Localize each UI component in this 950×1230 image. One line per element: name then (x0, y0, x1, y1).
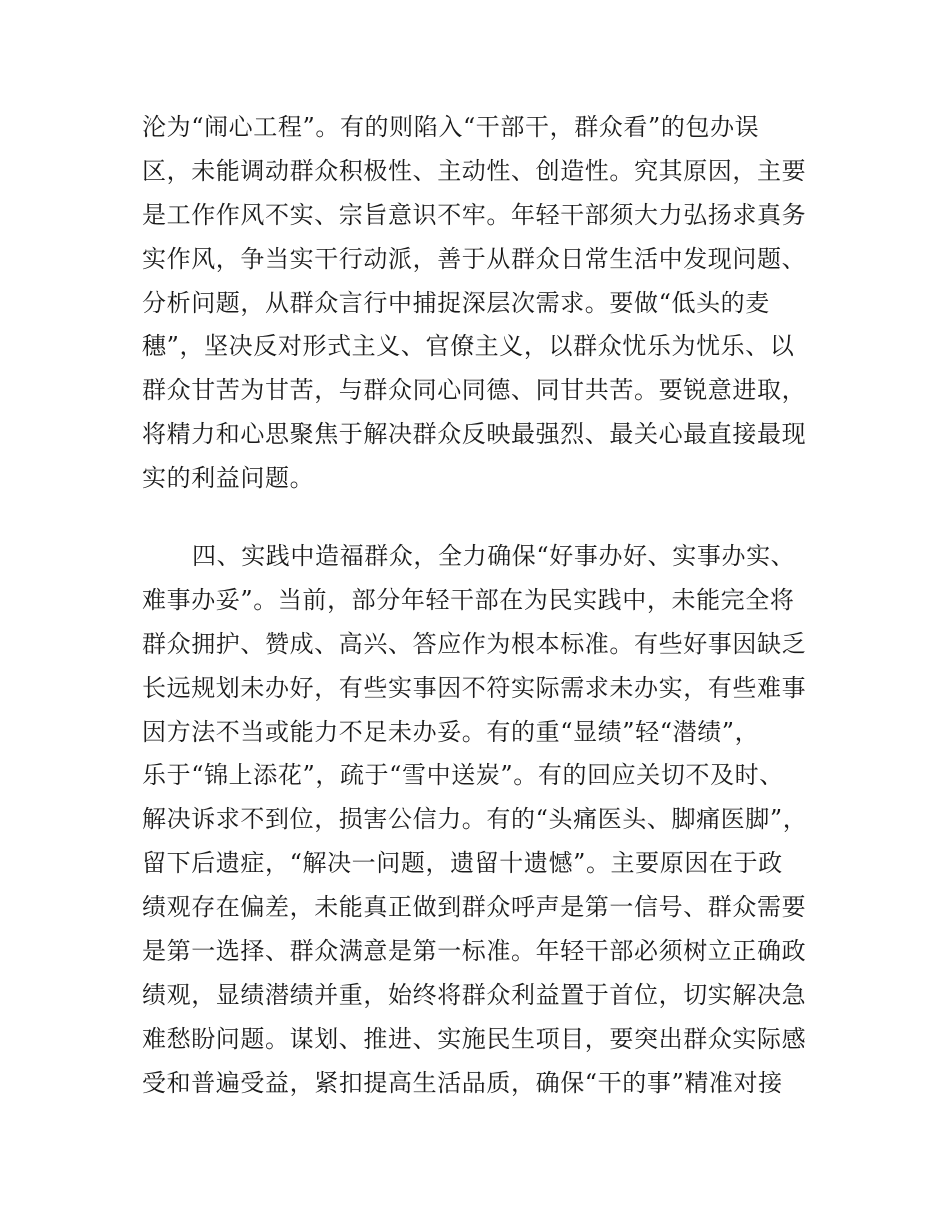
paragraph-spacer (142, 501, 822, 535)
document-body (142, 106, 822, 1106)
text-line: 因方法不当或能力不足未办妥。有的重“显绩”轻“潜绩”， (142, 717, 760, 746)
text-line: 难愁盼问题。谋划、推进、实施民生项目，要突出群众实际感 (142, 1024, 807, 1053)
text-line: 实的利益问题。 (142, 464, 315, 493)
text-line: 受和普遍受益，紧扣提高生活品质，确保“干的事”精准对接 (142, 1068, 783, 1097)
text-line: 实作风，争当实干行动派，善于从群众日常生活中发现问题、 (142, 244, 807, 273)
text-line: 乐于“锦上添花”，疏于“雪中送炭”。有的回应关切不及时、 (142, 761, 784, 790)
text-line: 群众甘苦为甘苦，与群众同心同德、同甘共苦。要锐意进取， (142, 376, 807, 405)
text-line: 是工作作风不实、宗旨意识不牢。年轻干部须大力弘扬求真务 (142, 200, 807, 229)
text-line: 群众拥护、赞成、高兴、答应作为根本标准。有些好事因缺乏 (142, 629, 807, 658)
text-line: 将精力和心思聚焦于解决群众反映最强烈、最关心最直接最现 (142, 420, 807, 449)
text-line: 留下后遗症，“解决一问题，遗留十遗憾”。主要原因在于政 (142, 849, 783, 878)
text-line: 长远规划未办好，有些实事因不符实际需求未办实，有些难事 (142, 673, 807, 702)
paragraph-2 (142, 535, 822, 1106)
text-line: 穗”，坚决反对形式主义、官僚主义，以群众忧乐为忧乐、以 (142, 332, 795, 361)
section-heading-line: 四、实践中造福群众，全力确保“好事办好、实事办实、 (192, 542, 796, 571)
paragraph-1 (142, 106, 822, 501)
text-line: 是第一选择、群众满意是第一标准。年轻干部必须树立正确政 (142, 937, 807, 966)
text-line: 绩观，显绩潜绩并重，始终将群众利益置于首位，切实解决急 (142, 980, 807, 1009)
text-line: 区，未能调动群众积极性、主动性、创造性。究其原因，主要 (142, 156, 807, 185)
text-line: 解决诉求不到位，损害公信力。有的“头痛医头、脚痛医脚”， (142, 805, 808, 834)
text-line: 绩观存在偏差，未能真正做到群众呼声是第一信号、群众需要 (142, 893, 807, 922)
text-line: 难事办妥”。当前，部分年轻干部在为民实践中，未能完全将 (142, 585, 795, 614)
text-line: 分析问题，从群众言行中捕捉深层次需求。要做“低头的麦 (142, 288, 770, 317)
text-line: 沦为“闹心工程”。有的则陷入“干部干，群众看”的包办误 (142, 113, 760, 141)
